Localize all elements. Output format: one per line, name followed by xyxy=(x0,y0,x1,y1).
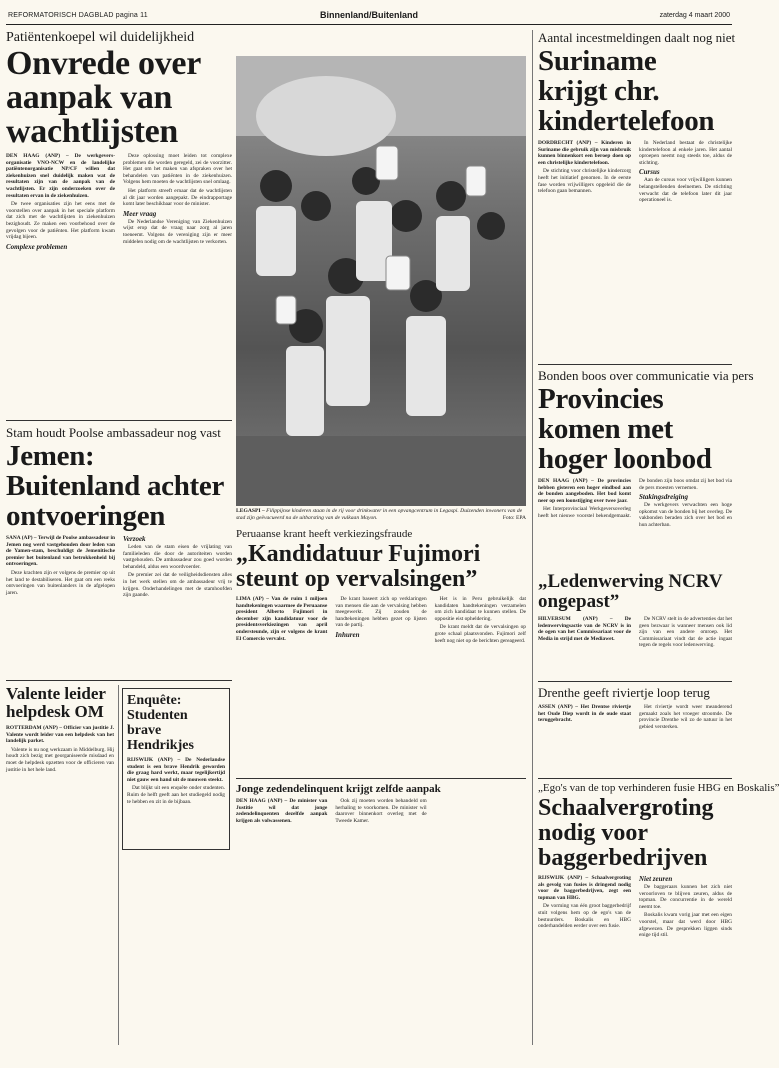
divider xyxy=(236,778,526,779)
article-lead: RIJSWIJK (ANP) – De Nederlandse student is een brave Hendrik geworden die graag hard werkt, maar tegelijkertijd niet gauw een hand uit de mouwen steekt. xyxy=(127,757,225,783)
article-enquete xyxy=(122,688,230,850)
article-lead: HILVERSUM (ANP) – De ledenwervingsactie van de NCRV is in de ogen van het Commissariaat voor de Media in strijd met de Mediawet. xyxy=(538,616,631,642)
divider xyxy=(538,681,732,682)
divider xyxy=(538,364,732,365)
article-body xyxy=(236,798,526,824)
article-paragraph: Het riviertje wordt weer meanderend gemaakt zoals het vroeger stroomde. De provincie Drenthe wil zo de natuur in het gebied versterken. xyxy=(639,704,732,730)
article-body xyxy=(127,757,225,807)
news-photo xyxy=(236,56,526,506)
article-subhead: Verzoek xyxy=(123,535,146,543)
photo-credit: Foto: EPA xyxy=(502,515,526,521)
article-paragraph: In Nederland bestaat de christelijke kindertelefoon al enkele jaren. Het aantal oproepen neemt nog steeds toe, aldus de stichting. xyxy=(639,140,732,166)
article-subhead: Meer vraag xyxy=(123,209,157,218)
divider xyxy=(6,420,232,421)
article-valente xyxy=(6,685,114,1045)
article-paragraph: Het Interprovinciaal Werkgeversoverleg heeft het nieuwe voorstel bekendgemaakt. De bonden zijn boos omdat zij het bod via de pers moesten vernemen. xyxy=(538,478,732,519)
article-headline: Schaalvergroting nodig voor baggerbedrijven xyxy=(538,795,714,871)
caption-text: Filippijnse kinderen staan in de rij voor drinkwater in een opvangcentrum in Legaspi. Duizenden inwoners van de stad zijn geëvacueerd na de uitbarsting van de vulkaan Mayon. xyxy=(236,508,523,521)
article-paragraph: Dat blijkt uit een enquête onder studenten. Ruim de helft geeft aan het studiegeld nodig te hebben en zit in de bijbaan. xyxy=(127,785,225,805)
article-lead: SANA (AP) – Terwijl de Poolse ambassadeur in Jemen nog werd vastgehouden door leden van de Yamen-stam, beschuldigt de Jemenitische premier het buitenland van betrokkenheid bij ontvoeringen. xyxy=(6,535,115,568)
article-paragraph: De baggeraars kunnen het zich niet veroorloven te blijven zeuren, aldus de topman. De concurrentie in de wereld neemt toe. xyxy=(639,884,732,910)
article-lead: RIJSWIJK (ANP) – Schaalvergroting als gevolg van fusies is dringend nodig voor de baggerbedrijven, zegt een topman van HBG. xyxy=(538,875,631,901)
article-lead: DEN HAAG (ANP) – De minister van Justitie wil dat jonge zedendelinquenten dezelfde aanpak krijgen als volwassenen. xyxy=(236,798,328,824)
article-headline: Drenthe geeft riviertje loop terug xyxy=(538,685,710,700)
article-paragraph: Boskalis kwam vorig jaar met een eigen voorstel, maar dat werd door HBG afgewezen. De gesprekken liggen sinds enige tijd stil. xyxy=(639,912,732,939)
article-jemen xyxy=(6,425,232,675)
divider xyxy=(6,680,232,681)
article-paragraph: De twee organisaties zijn het eens met de voorstellen over aanpak in het speciale platform dat zich met de wachtlijsten in ziekenhuizen bezighoudt. Ze maken een voorbehoud over de gevolgen voor de patiënten. Het platform kwam vrijdag bijeen. xyxy=(6,201,115,241)
article-headline: Onvrede over aanpak van wachtlijsten xyxy=(6,45,201,150)
article-paragraph: Het is in Peru gebruikelijk dat kandidaten handtekeningen verzamelen om zich kandidaat te kunnen stellen. De oppositie eist opheldering. xyxy=(434,596,526,622)
masthead-paper-page: REFORMATORISCH DAGBLAD pagina 11 xyxy=(8,12,148,19)
article-body xyxy=(538,478,732,529)
article-suriname xyxy=(538,30,736,360)
article-headline: Valente leider helpdesk OM xyxy=(6,684,106,721)
article-headline: Provincies komen met hoger loonbod xyxy=(538,383,712,475)
article-kicker: „Ego's van de top verhinderen fusie HBG en Boskalis” xyxy=(538,782,779,794)
article-kicker: Stam houdt Poolse ambassadeur nog vast xyxy=(6,425,221,440)
article-body xyxy=(6,535,232,600)
article-paragraph: De stichting voor christelijke kinderzorg heeft het initiatief genomen. In de eerste fase worden vrijwilligers opgeleid die de telefoon gaan bemannen. xyxy=(538,168,631,195)
article-lead: ASSEN (ANP) – Het Drentse riviertje het Oude Diep wordt in de oude staat teruggebracht. xyxy=(538,704,631,724)
article-headline: Enquête: Studenten brave Hendrikjes xyxy=(127,693,194,753)
divider xyxy=(538,778,732,779)
article-kicker: Patiëntenkoepel wil duidelijkheid xyxy=(6,30,195,45)
article-subhead: Cursus xyxy=(639,168,660,177)
article-paragraph: Ook zij moeten worden behandeld om herhaling te voorkomen. De minister wil daarover binnenkort overleg met de Tweede Kamer. xyxy=(335,798,427,824)
article-provincies xyxy=(538,368,754,568)
masthead-section: Binnenland/Buitenland xyxy=(320,10,418,20)
article-kicker: Bonden boos over communicatie via pers xyxy=(538,368,754,383)
article-body xyxy=(538,875,732,939)
article-fujimori xyxy=(236,528,526,773)
article-subhead: Complexe problemen xyxy=(6,242,68,251)
article-body xyxy=(538,140,732,204)
article-schaalvergroting xyxy=(538,782,779,1044)
article-lead: ROTTERDAM (ANP) – Officier van justitie J. Valente wordt leider van een helpdesk van het landelijk parket. xyxy=(6,725,114,745)
article-lead: DORDRECHT (ANP) – Kinderen in Suriname die gebruik zijn van misbruik kunnen binnenkort een beroep doen op een christelijke kindertelefoon. xyxy=(538,140,631,166)
article-paragraph: De werkgevers verwachten een hoge opkomst van de bonden bij het overleg. De vakbonden beraden zich over het bod en hun achterban. xyxy=(639,502,732,528)
article-headline: Jonge zedendelinquent krijgt zelfde aanpak xyxy=(236,783,441,795)
article-kicker: Aantal incestmeldingen daalt nog niet xyxy=(538,30,736,45)
article-body xyxy=(6,725,114,775)
divider xyxy=(532,30,533,1045)
article-body xyxy=(6,153,232,251)
article-paragraph: De krant baseert zich op verklaringen van mensen die aan de vervalsing hebben meegewerkt. Zij zouden de handtekeningen hebben gezet op lijsten van de partij. xyxy=(335,596,427,629)
article-paragraph: Deze krachten zijn er volgens de premier op uit het land te destabiliseren. Het gaat om een reeks ontvoeringen van buitenlanders in de afgelopen jaren. xyxy=(6,569,115,596)
article-paragraph: Leden van de stam eisen de vrijlating van familieleden die door de autoriteiten worden vastgehouden. De ambassadeur zou goed worden behandeld, aldus een woordvoerder. xyxy=(123,544,232,570)
divider xyxy=(118,685,119,1045)
article-zedendelinquent xyxy=(236,782,526,1044)
article-body xyxy=(538,704,732,730)
article-subhead: Stakingsdreiging xyxy=(639,493,689,502)
article-headline: „Ledenwerving NCRV ongepast” xyxy=(538,571,723,612)
caption-tag: LEGASPI – xyxy=(236,508,265,514)
article-body xyxy=(236,596,526,644)
article-paragraph: De Nederlandse Vereniging van Ziekenhuizen wijst erop dat de vraag naar zorg al jaren toeneemt. Volgens de vereniging zijn er meer middelen nodig om de wachtlijsten te verkorten. xyxy=(123,218,232,245)
article-wachtlijsten xyxy=(6,30,232,418)
article-lead: DEN HAAG (ANP) – De werkgevers-organisatie VNO-NCW en de landelijke patiëntenorganisatie NP/CF willen dat ziekenhuizen snel duidelijk maken wat de resultaten zijn van de aanpak van de wachtlijsten. Er zijn onderzoeken over de resultaten ervan in de ziekenhuizen. xyxy=(6,153,115,199)
masthead xyxy=(6,10,732,25)
article-ncrv xyxy=(538,572,732,677)
article-paragraph: Het platform streeft ernaar dat de wachtlijsten al dit jaar worden aangepakt. De eindrapportage komt later beschikbaar voor de minister. xyxy=(123,187,232,208)
article-paragraph: De vorming van één groot baggerbedrijf stuit volgens hem op de ego's van de bestuurders. Boskalis en HBG onderhandelden eerder over een fusie. xyxy=(538,903,631,930)
article-paragraph: De premier zei dat de veiligheidsdiensten alles in het werk stellen om de ambassadeur vrij te krijgen. Onderhandelingen met de stamhoofden zijn gaande. xyxy=(123,572,232,599)
article-paragraph: Aan de cursus voor vrijwilligers kunnen belangstellenden deelnemen. De stichting verwacht dat de telefoon later dit jaar operationeel is. xyxy=(639,177,732,204)
photo-caption xyxy=(236,508,526,522)
article-lead: LIMA (AP) – Van de ruim 1 miljoen handtekeningen waarmee de Peruaanse president Alberto Fujimori in december zijn kandidatuur voor de presidentsverkiezingen van april ondersteunde, zijn er volgens de krant El Comercio vervalst. xyxy=(236,596,328,642)
article-paragraph: De NCRV stelt in de advertenties dat het geen bezwaar is wanneer mensen ook lid zijn van een andere omroep. Het Commissariaat vindt dat de actie ingaat tegen de regels voor ledenwerving. xyxy=(639,616,732,649)
article-headline: Jemen: Buitenland achter ontvoeringen xyxy=(6,440,224,532)
article-subhead: Inhuren xyxy=(335,630,360,639)
article-headline: „Kandidatuur Fujimori steunt op vervalsingen” xyxy=(236,541,481,592)
article-subhead: Niet zeuren xyxy=(639,875,673,883)
article-body xyxy=(538,616,732,649)
article-drenthe xyxy=(538,685,732,773)
article-lead: DEN HAAG (ANP) – De provincies hebben gisteren een hoger eindbod aan de bonden aangeboden. Het bod komt neer op een loonstijging over twee jaar. xyxy=(538,478,631,504)
masthead-date: zaterdag 4 maart 2000 xyxy=(659,12,730,19)
article-paragraph: Valente is nu nog werkzaam in Middelburg. Hij houdt zich bezig met georganiseerde misdaad en moet de helpdesk opzetten voor de officieren van justitie in het hele land. xyxy=(6,746,114,773)
article-paragraph: De krant meldt dat de vervalsingen op grote schaal plaatsvonden. Fujimori zelf heeft nog niet op de berichten gereageerd. xyxy=(434,624,526,644)
article-paragraph: Deze oplossing moet leiden tot complexe problemen die worden geregeld, zei de voorzitter. Het gaat om het maken van afspraken over het behandelen van patiënten in de ziekenhuizen. Volgens hem moeten de wachtlijsten snel omlaag. xyxy=(123,153,232,186)
photo-children-queue xyxy=(236,56,526,506)
article-headline: Suriname krijgt chr. kindertelefoon xyxy=(538,45,715,137)
article-kicker: Peruaanse krant heeft verkiezingsfraude xyxy=(236,528,413,540)
